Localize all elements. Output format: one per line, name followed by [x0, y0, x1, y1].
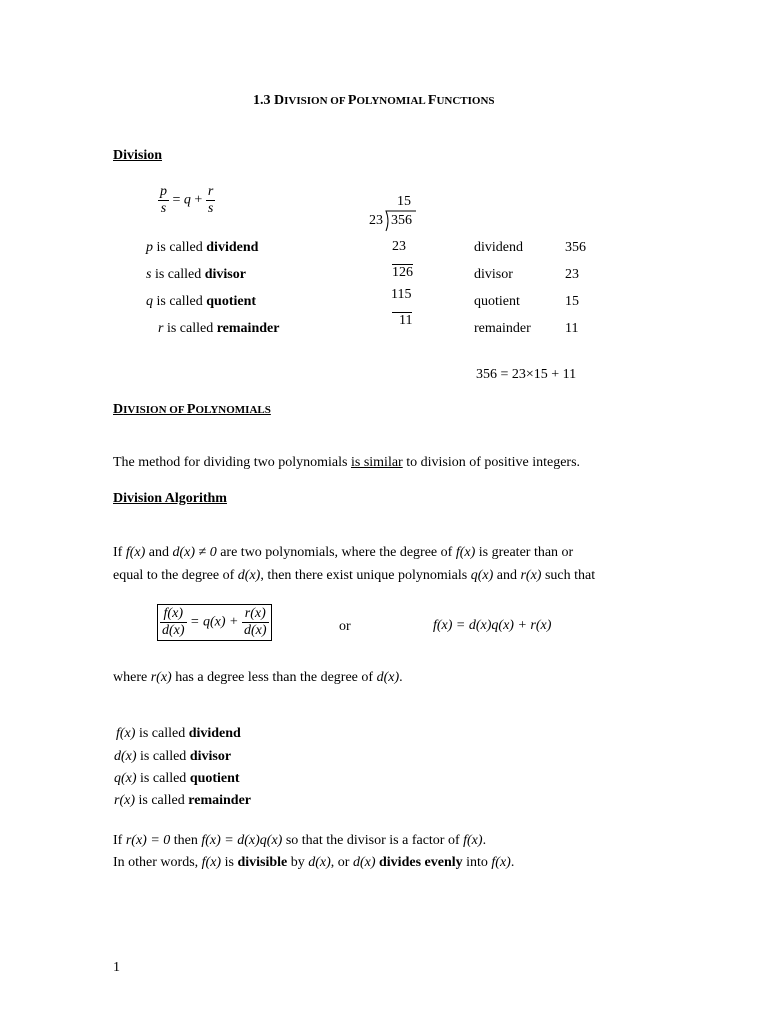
table-value-remainder: 11: [565, 321, 579, 336]
page-title: 1.3 DIVISION OF POLYNOMIAL FUNCTIONS: [253, 93, 495, 108]
long-division-divisor: 23: [369, 213, 383, 228]
algorithm-heading: Division Algorithm: [113, 491, 227, 506]
product-equation: f(x) = d(x)q(x) + r(x): [433, 618, 552, 633]
long-division-step3: 115: [391, 287, 412, 302]
long-division-quotient: 15: [397, 194, 411, 209]
term-remainder: r is called remainder: [158, 321, 280, 336]
table-label-quotient: quotient: [474, 294, 520, 309]
term-dividend: p is called dividend: [146, 240, 259, 255]
table-label-remainder: remainder: [474, 321, 531, 336]
called-quotient: q(x) is called quotient: [114, 771, 240, 786]
table-label-divisor: divisor: [474, 267, 513, 282]
term-divisor: s is called divisor: [146, 267, 246, 282]
or-label: or: [339, 619, 351, 634]
poly-intro: The method for dividing two polynomials is similar to division of positive integers.: [113, 455, 581, 470]
final-line-2: In other words, f(x) is divisible by d(x), or d(x) divides evenly into f(x).: [113, 855, 515, 870]
term-quotient: q is called quotient: [146, 294, 257, 309]
long-division-step1: 23: [392, 239, 406, 254]
table-value-dividend: 356: [565, 240, 586, 255]
final-line-1: If r(x) = 0 then f(x) = d(x)q(x) so that the divisor is a factor of f(x).: [113, 833, 487, 848]
called-remainder: r(x) is called remainder: [114, 793, 251, 808]
where-line: where r(x) has a degree less than the degree of d(x).: [113, 670, 403, 685]
algorithm-line-1: If f(x) and d(x) ≠ 0 are two polynomials, where the degree of f(x) is greater than or: [113, 545, 574, 560]
table-value-quotient: 15: [565, 294, 579, 309]
poly-heading: DIVISION OF POLYNOMIALS: [113, 402, 271, 417]
called-divisor: d(x) is called divisor: [114, 749, 232, 764]
table-value-divisor: 23: [565, 267, 579, 282]
page-number: 1: [113, 960, 120, 975]
division-check: 356 = 23×15 + 11: [476, 367, 577, 382]
division-formula: $\frac{p}{s}$ = q + $\frac{r}{s}$: [160, 184, 214, 216]
boxed-equation: $\frac{f(x)}{d(x)}$ = q(x) + $\frac{r(x)}{d(x)}$: [157, 604, 272, 641]
called-dividend: f(x) is called dividend: [116, 726, 241, 741]
division-heading: Division: [113, 148, 163, 163]
table-label-dividend: dividend: [474, 240, 523, 255]
long-division-remainder: 11: [392, 312, 412, 329]
long-division-dividend: 356: [391, 213, 412, 228]
algorithm-line-2: equal to the degree of d(x), then there exist unique polynomials q(x) and r(x) such that: [113, 568, 596, 583]
long-division-step2: 126: [392, 265, 413, 280]
